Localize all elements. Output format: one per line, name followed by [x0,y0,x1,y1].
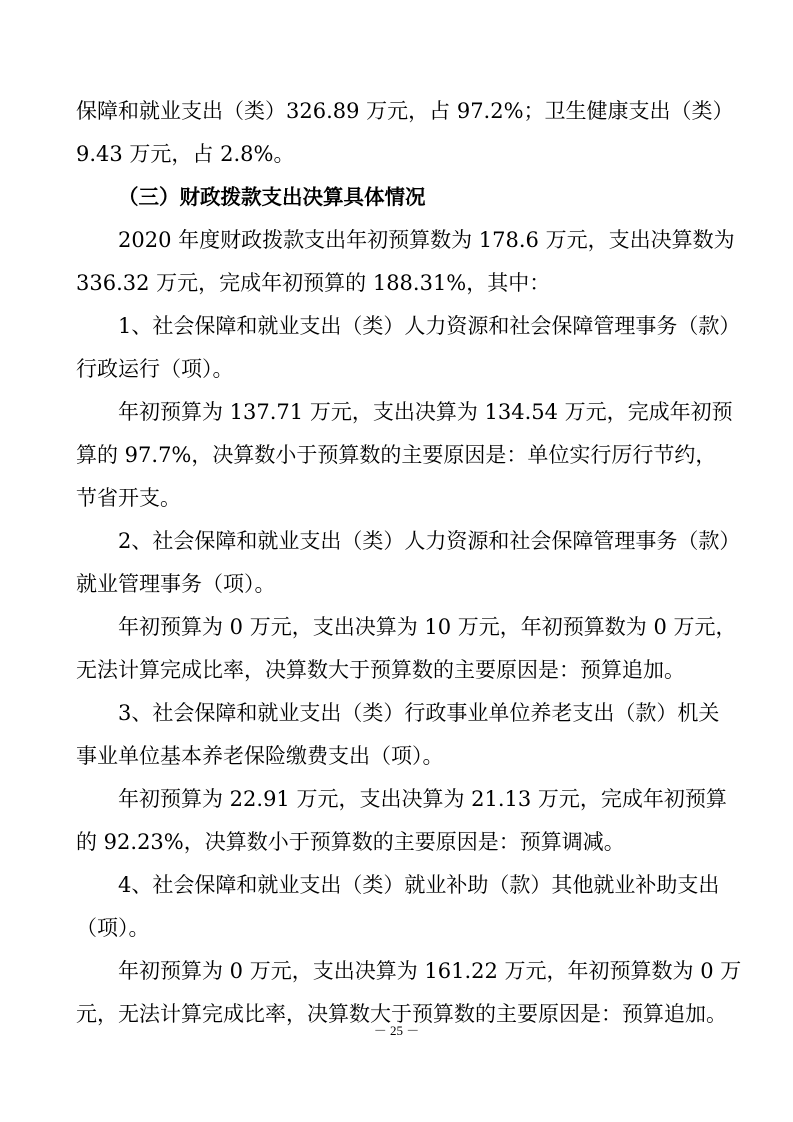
body-line: 2020 年度财政拨款支出年初预算数为 178.6 万元，支出决算数为 [118,228,735,252]
page-number: － 25 － [373,1023,420,1038]
body-line: 4、社会保障和就业支出（类）就业补助（款）其他就业补助支出 [118,873,720,897]
body-line: 1、社会保障和就业支出（类）人力资源和社会保障管理事务（款） [118,314,741,338]
body-line: 的 92.23%，决算数小于预算数的主要原因是：预算调减。 [76,830,625,854]
body-line: 算的 97.7%，决算数小于预算数的主要原因是：单位实行厉行节约， [76,443,717,467]
section-heading: （三）财政拨款支出决算具体情况 [118,185,426,209]
body-line: 9.43 万元，占 2.8%。 [76,142,295,166]
body-line: 3、社会保障和就业支出（类）行政事业单位养老支出（款）机关 [118,701,720,725]
body-line: （项）。 [76,916,150,940]
body-line: 就业管理事务（项）。 [76,572,276,596]
body-line: 行政运行（项）。 [76,357,234,381]
body-line: 年初预算为 0 万元，支出决算为 161.22 万元，年初预算数为 0 万 [118,959,742,983]
body-line: 年初预算为 0 万元，支出决算为 10 万元，年初预算数为 0 万元， [118,615,737,639]
body-line: 保障和就业支出（类）326.89 万元，占 97.2%；卫生健康支出（类） [76,99,734,123]
body-line: 节省开支。 [76,486,181,510]
body-line: 事业单位基本养老保险缴费支出（项）。 [76,744,444,768]
body-line: 年初预算为 22.91 万元，支出决算为 21.13 万元，完成年初预算 [118,787,727,811]
body-line: 2、社会保障和就业支出（类）人力资源和社会保障管理事务（款） [118,529,741,553]
body-line: 336.32 万元，完成年初预算的 188.31%，其中： [76,271,551,295]
body-line: 年初预算为 137.71 万元，支出决算为 134.54 万元，完成年初预 [118,400,733,424]
body-line: 无法计算完成比率，决算数大于预算数的主要原因是：预算追加。 [76,658,685,682]
body-line: 元，无法计算完成比率，决算数大于预算数的主要原因是：预算追加。 [76,1002,727,1026]
